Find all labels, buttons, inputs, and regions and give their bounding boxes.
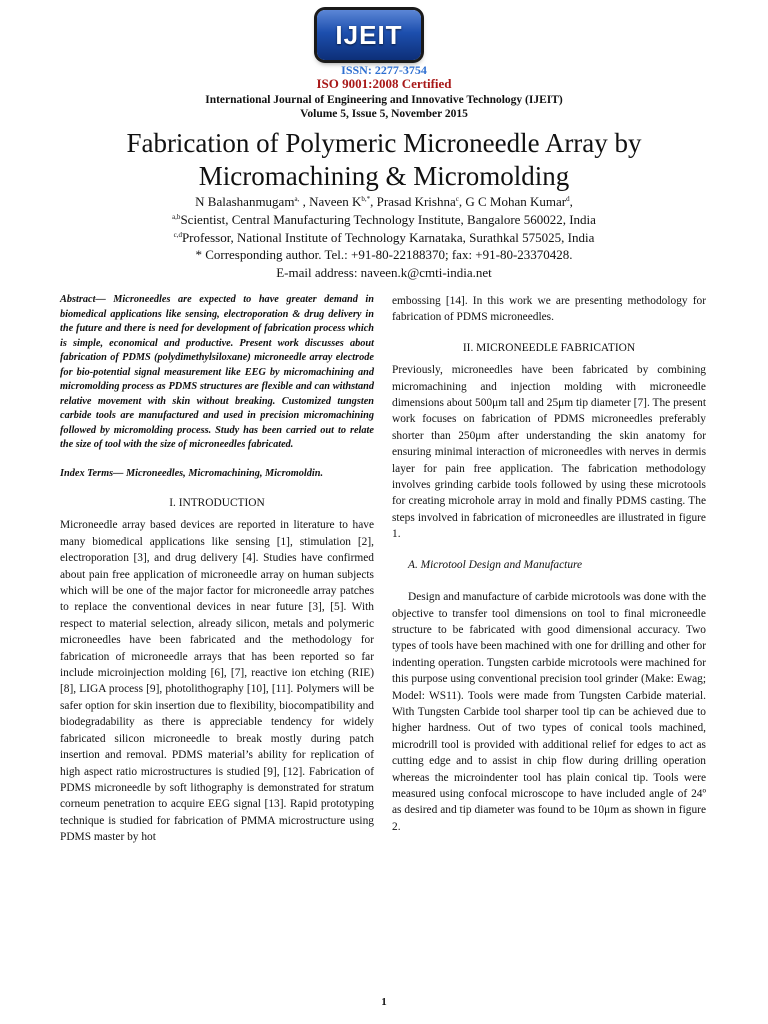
paper-title <box>0 127 768 193</box>
author-3-sup: c <box>455 195 459 203</box>
affiliation-2-sup: c,d <box>173 231 182 239</box>
author-1-sup: a, <box>294 195 300 203</box>
fabrication-text: Previously, microneedles have been fabricated by combining micromachining and injection molding with microneedle dimensions about 500μm tall and 25μm tip diameter [7]. The present work focuses on fabrication of PDMS microneedles preferably shorter than 250μm after understanding the skin anatomy for ensuring minimal interaction of microneedles with nerves in dermis layer for pain free application. The fabrication methodology involves grinding carbide tools followed by using these microtools for creating microhole array in mold and finally PDMS casting. The steps involved in fabrication of microneedles are illustrated in figure 1. <box>392 364 706 541</box>
subsection-heading-microtool: A. Microtool Design and Manufacture <box>408 558 583 571</box>
author-4: , G C Mohan Kumar <box>458 194 567 209</box>
author-list <box>0 193 768 211</box>
paper-title-line-1: Fabrication of Polymeric Microneedle Array by <box>126 128 642 158</box>
page-number: 1 <box>381 996 387 1008</box>
index-terms: Index Terms— Microneedles, Micromachining, Micromoldin. <box>60 467 324 479</box>
affiliation-2-text: Professor, National Institute of Technology Karnataka, Surathkal 575025, India <box>181 230 595 245</box>
journal-logo <box>317 10 421 60</box>
issn: ISSN: 2277-3754 <box>341 63 427 77</box>
left-column <box>60 293 374 846</box>
section-heading-introduction: I. INTRODUCTION <box>169 497 265 509</box>
introduction-text: Microneedle array based devices are reported in literature to have many biomedical applications like sensing [1], stimulation [2], electroporation [3], and drug delivery [4]. Studies have confirmed about pain free application of microneedle array on human subjects which will be one of the major factor for microneedle array patches to replace the conventional devices in near future [3], [5]. With respect to material selection, already silicon, metals and polymeric microneedles have been fabricated and the methodology for fabrication of microneedle arrays that has been reported so far include microinjection molding [6], [7], reactive ion etching (RIE) [8], LIGA process [9], photolithography [10], [11]. Polymers will be safer option for skin insertion due to flexibility, biocompatibility and biodegradability as there is appreciable tendency for widely fabricated silicon microneedle to break mostly during patch insertion and removal. PDMS material’s ability for replication of high aspect ratio microstructures is studied [9], [12]. Fabrication of PDMS microneedle by soft lithography is demonstrated for stratum corneum penetration to acquire EEG signal [13]. Rapid prototyping technique is studied for fabrication of PMMA microstructure using PDMS master by hot <box>60 519 374 844</box>
journal-logo-text: IJEIT <box>335 19 403 50</box>
right-column <box>392 293 706 835</box>
author-4-sup: d <box>566 195 570 203</box>
iso-certification: ISO 9001:2008 Certified <box>316 76 452 91</box>
volume-info: Volume 5, Issue 5, November 2015 <box>300 108 468 120</box>
abstract: Abstract— Microneedles are expected to have greater demand in biomedical applications like sensing, electroporation & drug delivery in the future and there is need for development of fabrication process which is simple, economical and productive. Present work discusses about fabrication of PDMS (polydimethylsiloxane) microneedle array electrode for bio-potential signal measurement like EEG by micromachining and micromolding process as PDMS structures are flexible and can withstand relative movement with skin without breaking. Customized tungsten carbide tools are manufactured and used in precision micromachining followed by micromolding process. Study has been carried out to relate the size of tool with the size of microneedles fabricated. <box>60 294 374 450</box>
continuation-text: embossing [14]. In this work we are presenting methodology for fabrication of PDMS microneedles. <box>392 295 706 324</box>
microtool-text: Design and manufacture of carbide microtools was done with the objective to transfer tool dimensions on tool to final microneedle structure to be fabricated with good dimensional accuracy. Two types of tools have been machined with one for drilling and other for indenting operation. Tungsten carbide microtools were machined for this purpose using conventional precision tool grinder (Make: Ewag; Model: WS11). Tools were made from Tungsten Carbide material. With Tungsten Carbide tool sharper tool tip can be achieved due to higher hardness. Out of two types of conical tools machined, microdrill tool is provided with additional relief for edges to act as cutting edge and to assist in chip flow during drilling operation whereas the microindenter tool has plain conical tip. Tools were measured using confocal microscope to have included angle of 24º as desired and tip diameter was found to be 10μm as shown in figure 2. <box>392 591 706 833</box>
journal-name: International Journal of Engineering and Innovative Technology (IJEIT) <box>205 94 563 106</box>
paper-title-line-2: Micromachining & Micromolding <box>198 161 570 191</box>
section-heading-fabrication: II. MICRONEEDLE FABRICATION <box>462 341 636 354</box>
affiliation-1 <box>0 211 768 229</box>
author-2: , Naveen K <box>299 194 362 209</box>
author-3: , Prasad Krishna <box>370 194 456 209</box>
author-2-sup: b,* <box>361 195 371 203</box>
affiliation-1-sup: a,b <box>172 213 181 221</box>
corresponding-author: * Corresponding author. Tel.: +91-80-22188370; fax: +91-80-23370428. <box>195 247 573 262</box>
author-list-end: , <box>569 194 573 209</box>
affiliation-2 <box>0 229 768 247</box>
email-address: E-mail address: naveen.k@cmti-india.net <box>276 265 492 280</box>
affiliation-1-text: Scientist, Central Manufacturing Technology Institute, Bangalore 560022, India <box>180 212 596 227</box>
author-1: N Balashanmugam <box>195 194 295 209</box>
